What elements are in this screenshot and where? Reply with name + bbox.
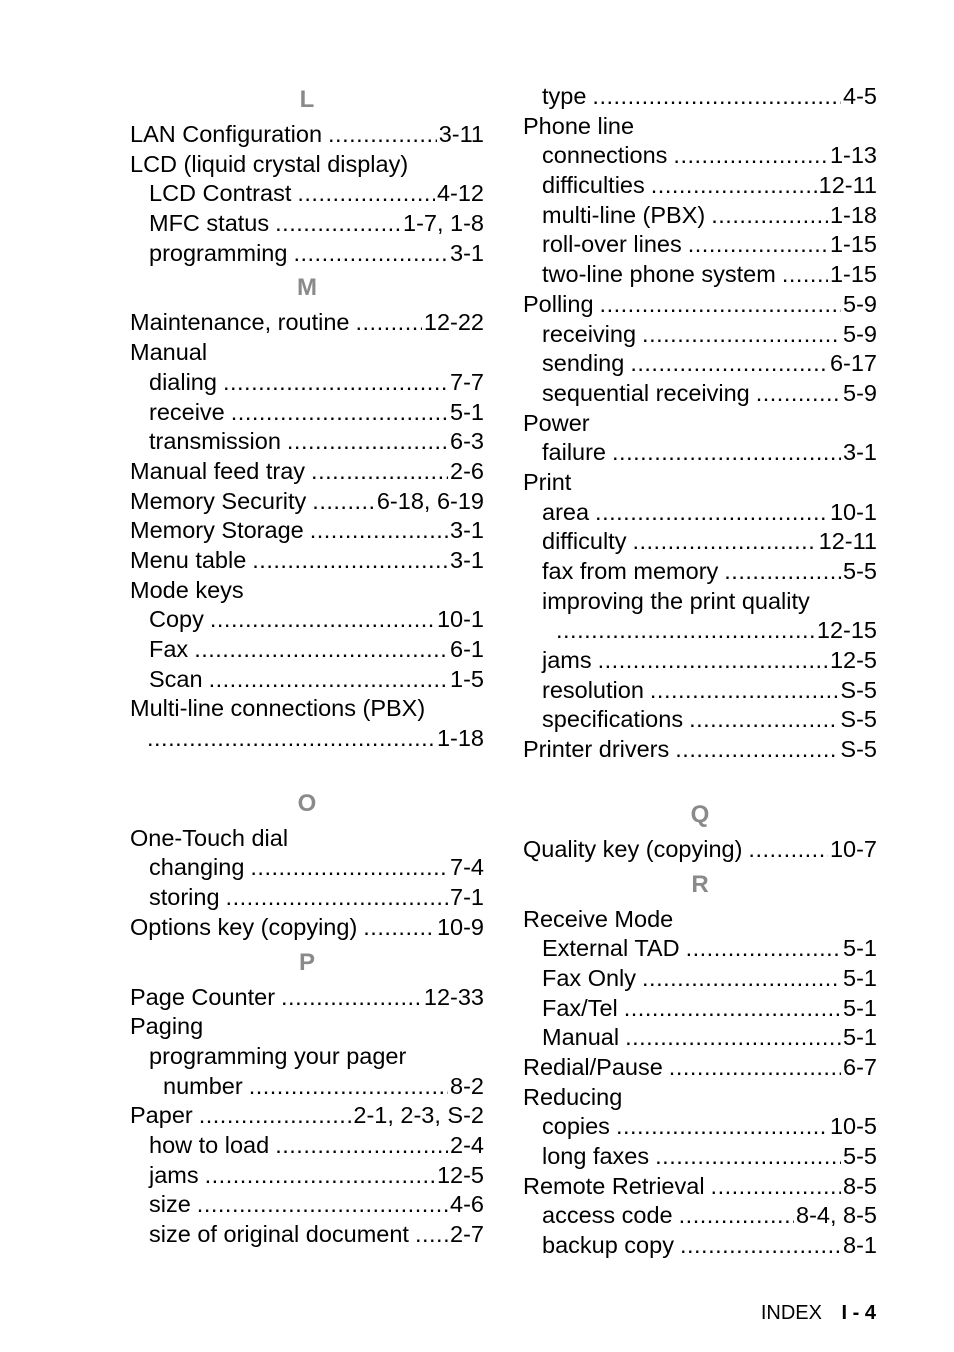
index-entry [523,260,877,290]
index-term: LCD Contrast [149,180,292,207]
index-entry [523,379,877,409]
leader-dots [287,427,448,457]
page-reference: 1-7, 1-8 [403,210,484,237]
leader-dots [600,290,841,320]
section-letter: Q [690,800,710,828]
index-term: access code [542,1202,673,1229]
leader-dots [226,883,448,913]
index-entry [130,635,484,665]
page-reference: 10-9 [436,913,484,940]
leader-dots [250,853,448,883]
page-reference: 5-5 [843,1143,877,1169]
page-reference: 1-5 [450,665,484,692]
index-term: difficulty [542,528,627,555]
leader-dots [209,665,448,695]
index-entry [523,498,877,528]
page-reference: 2-7 [450,1221,484,1247]
page-reference: 2-1, 2-3, S-2 [353,1102,484,1129]
index-entry [523,1172,877,1202]
leader-dots [310,516,448,546]
index-entry [523,616,877,646]
index-term: Page Counter [130,983,276,1010]
index-term: long faxes [542,1143,650,1169]
index-entry [523,349,877,379]
index-term: two-line phone system [542,261,776,288]
index-entry [130,1220,484,1250]
page-reference: 5-1 [843,964,877,991]
leader-dots [680,1231,841,1261]
leader-dots [673,141,828,171]
index-term: Phone line [523,112,635,139]
index-term: transmission [149,428,281,455]
index-term: Reducing [523,1083,623,1110]
page-reference: 10-5 [829,1113,877,1140]
index-term: fax from memory [542,558,719,584]
leader-dots [748,835,828,865]
index-entry [523,141,877,171]
leader-dots [642,320,841,350]
page-reference: 6-18, 6-19 [376,487,484,514]
index-entry [523,587,877,617]
index-entry [523,1083,877,1113]
index-term: difficulties [542,172,645,199]
page-reference: 3-1 [450,239,484,266]
index-term: Options key (copying) [130,913,358,940]
page-reference: 6-1 [450,636,484,662]
section-letter: P [298,948,315,976]
index-entry [523,735,877,765]
index-entry [130,487,484,517]
leader-dots [231,398,448,428]
index-term: Manual [542,1024,620,1051]
index-entry [130,516,484,546]
leader-dots [612,438,841,468]
page-reference: 1-15 [829,231,877,258]
leader-dots [625,1023,841,1053]
index-term: programming [149,239,288,266]
index-entry [523,290,877,320]
index-term: improving the print quality [542,587,810,614]
index-entry [130,853,484,883]
index-column-right [523,82,877,1261]
leader-dots [595,498,828,528]
page-reference: 7-7 [450,368,484,395]
index-entry [130,1042,484,1072]
leader-dots [328,120,437,150]
leader-dots [275,1131,448,1161]
page-reference: 2-4 [450,1131,484,1158]
footer-page-number: I - 4 [841,1302,876,1324]
section-letter: O [297,789,317,817]
index-term: Fax Only [542,964,637,991]
index-entry [523,320,877,350]
index-entry [523,82,877,112]
page-reference: 10-1 [436,606,484,633]
index-entry [130,457,484,487]
index-entry [523,964,877,994]
page-reference: 8-4, 8-5 [796,1202,877,1229]
index-entry [523,468,877,498]
index-term: specifications [542,706,684,733]
index-entry [523,230,877,260]
index-entry [523,1112,877,1142]
index-entry [523,1053,877,1083]
index-entry [130,605,484,635]
leader-dots [205,1161,435,1191]
index-term: Paging [130,1013,204,1040]
index-entry [130,1131,484,1161]
index-term: dialing [149,368,217,395]
leader-dots [624,994,841,1024]
leader-dots [297,179,435,209]
index-term: resolution [542,676,644,703]
leader-dots [355,308,421,338]
index-entry [130,883,484,913]
page-reference: 4-12 [436,180,484,207]
index-term: size of original document [149,1221,409,1247]
page-reference: 12-33 [423,983,484,1010]
leader-dots [311,457,448,487]
index-entry [130,694,484,724]
index-term: Manual feed tray [130,457,306,484]
index-term: backup copy [542,1232,674,1259]
index-entry [130,150,484,180]
index-term: Quality key (copying) [523,835,743,862]
index-entry [523,994,877,1024]
index-term: number [163,1072,243,1099]
index-term: jams [149,1161,199,1188]
page-reference: 5-9 [843,290,877,317]
index-entry [130,368,484,398]
footer-label: INDEX [760,1302,822,1324]
index-entry [130,308,484,338]
page-reference: S-5 [840,706,877,733]
index-term: roll-over lines [542,231,682,258]
index-entry [130,1190,484,1220]
index-entry [130,1101,484,1131]
section-letter: L [299,86,315,113]
page-reference: 5-1 [843,1024,877,1051]
leader-dots [194,635,448,665]
leader-dots [756,379,841,409]
leader-dots [275,209,401,239]
page-reference: 6-3 [450,428,484,455]
index-term: One-Touch dial [130,824,289,851]
leader-dots [252,546,448,576]
leader-dots [650,676,839,706]
index-entry [523,409,877,439]
leader-dots [689,705,838,735]
leader-dots [312,487,375,517]
index-entry [130,427,484,457]
leader-dots [675,735,838,765]
index-entry [130,1161,484,1191]
page-footer [761,1300,876,1326]
index-term: LAN Configuration [130,121,323,147]
index-entry [523,905,877,935]
index-term: Memory Storage [130,517,304,544]
page-reference: 10-7 [829,835,877,862]
index-entry [130,665,484,695]
index-entry [523,835,877,865]
leader-dots [592,82,841,112]
leader-dots [724,557,841,587]
leader-dots [556,616,815,646]
page-reference: 1-15 [829,261,877,288]
index-term: multi-line (PBX) [542,201,706,228]
index-entry [523,1231,877,1261]
index-column-left [130,80,484,1250]
index-entry [523,646,877,676]
index-entry [523,1201,877,1231]
leader-dots [281,983,422,1013]
leader-dots [711,201,828,231]
leader-dots [199,1101,352,1131]
page-reference: 2-6 [450,457,484,484]
page-reference: 8-1 [843,1232,877,1259]
index-term: connections [542,142,668,169]
index-entry [130,209,484,239]
page-reference: 8-5 [843,1172,877,1199]
index-entry [130,338,484,368]
page-reference: 6-17 [829,350,877,377]
index-term: area [542,498,590,525]
index-term: receive [149,398,225,425]
leader-dots [616,1112,828,1142]
index-term: Receive Mode [523,905,674,932]
index-term: Copy [149,606,204,633]
index-entry [523,705,877,735]
index-term: Multi-line connections (PBX) [130,695,426,722]
leader-dots [197,1190,448,1220]
index-entry [523,676,877,706]
leader-dots [415,1220,448,1250]
section-letter: R [691,870,709,898]
page-reference: 1-18 [829,201,877,228]
index-term: sending [542,350,625,377]
index-term: Printer drivers [523,736,670,763]
index-term: failure [542,439,607,466]
leader-dots [147,724,435,754]
index-term: how to load [149,1131,270,1158]
index-entry [523,527,877,557]
index-term: LCD (liquid crystal display) [130,150,409,177]
index-entry [523,557,877,587]
leader-dots [655,1142,841,1172]
index-term: storing [149,884,220,911]
page-reference: 12-11 [818,172,877,199]
leader-dots [630,349,828,379]
page-reference: S-5 [840,736,877,763]
section-spacer [130,754,484,784]
page-reference: 3-11 [438,121,484,147]
index-term: receiving [542,320,637,347]
section-letter: M [297,274,317,302]
leader-dots [711,1172,841,1202]
index-term: Polling [523,290,594,317]
index-term: Print [523,468,572,495]
index-entry [130,983,484,1013]
index-entry [130,546,484,576]
leader-dots [598,646,828,676]
page-reference: 12-11 [818,528,877,555]
page-reference: 5-5 [843,558,877,584]
index-term: Memory Security [130,487,307,514]
index-entry [523,112,877,142]
section-spacer [523,765,877,795]
index-term: MFC status [149,210,270,237]
index-entry [130,1012,484,1042]
leader-dots [249,1072,448,1102]
index-entry [130,576,484,606]
leader-dots [632,527,816,557]
leader-dots [688,230,828,260]
index-term: Scan [149,665,203,692]
index-entry [523,934,877,964]
page-reference: 6-7 [843,1053,877,1080]
index-entry [130,824,484,854]
page-reference: 10-1 [829,498,877,525]
leader-dots [669,1053,841,1083]
page-reference: 5-9 [843,379,877,406]
leader-dots [679,1201,794,1231]
leader-dots [293,239,448,269]
index-term: size [149,1191,191,1218]
index-term: Redial/Pause [523,1053,663,1080]
page-reference: 5-1 [843,994,877,1021]
index-entry [523,438,877,468]
index-term: sequential receiving [542,379,750,406]
leader-dots [651,171,817,201]
index-term: Menu table [130,546,247,573]
page-reference: 3-1 [450,517,484,544]
page-reference: 12-15 [816,617,877,644]
index-term: Remote Retrieval [523,1172,705,1199]
index-term: jams [542,647,592,674]
page-reference: 12-5 [436,1161,484,1188]
index-term: Maintenance, routine [130,309,350,336]
page-reference: 7-1 [450,884,484,911]
index-term: External TAD [542,935,680,962]
index-term: Mode keys [130,576,244,603]
page-reference: 5-9 [843,320,877,347]
index-term: Paper [130,1102,193,1129]
leader-dots [210,605,435,635]
page-reference: 4-5 [843,83,877,109]
page-reference: 3-1 [843,439,877,466]
index-term: changing [149,854,245,881]
index-term: Manual [130,339,208,366]
leader-dots [363,913,435,943]
index-entry [130,398,484,428]
leader-dots [782,260,828,290]
page-reference: 12-5 [829,647,877,674]
page-reference: 3-1 [450,546,484,573]
page-reference: 1-18 [436,725,484,752]
index-entry [523,1023,877,1053]
index-entry [130,1072,484,1102]
index-entry [130,913,484,943]
index-term: Fax [149,636,189,662]
leader-dots [642,964,841,994]
page-reference: S-5 [840,676,877,703]
index-entry [523,171,877,201]
page-reference: 1-13 [829,142,877,169]
index-entry [523,201,877,231]
index-entry [523,1142,877,1172]
page-reference: 8-2 [450,1072,484,1099]
index-term: copies [542,1113,610,1140]
index-entry [130,239,484,269]
index-term: programming your pager [149,1042,407,1069]
page-reference: 5-1 [450,398,484,425]
index-term: Power [523,409,590,436]
index-entry [130,179,484,209]
leader-dots [686,934,841,964]
leader-dots [223,368,448,398]
page-reference: 4-6 [450,1191,484,1218]
page-reference: 5-1 [843,935,877,962]
index-entry [130,724,484,754]
page-reference: 12-22 [423,309,484,336]
index-term: Fax/Tel [542,994,618,1021]
index-entry [130,120,484,150]
page-reference: 7-4 [450,854,484,881]
index-term: type [542,83,587,109]
